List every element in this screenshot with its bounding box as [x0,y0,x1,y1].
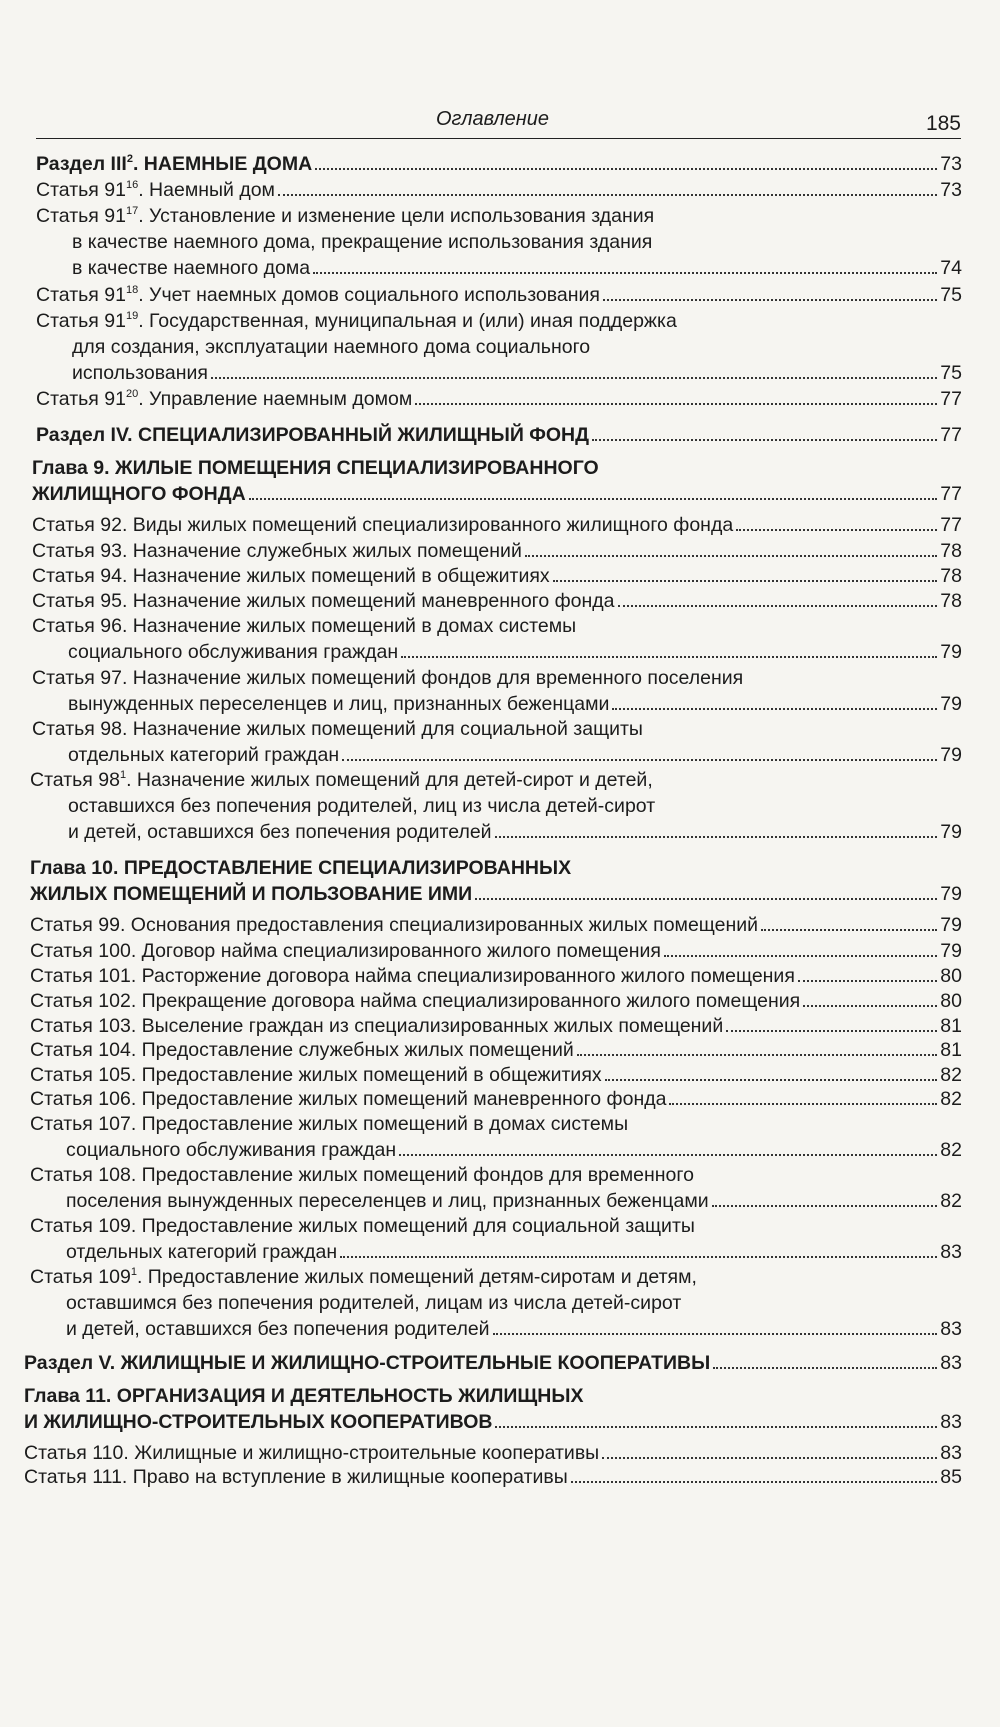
dot-leader [342,759,937,761]
toc-entry-text: Глава 11. ОРГАНИЗАЦИЯ И ДЕЯТЕЛЬНОСТЬ ЖИЛИЩНЫХ [24,1385,584,1407]
toc-page-number[interactable]: 79 [940,821,962,843]
toc-entry [32,614,576,638]
toc-entry-text: Статья 108. Предоставление жилых помещений фондов для временного [30,1164,694,1186]
toc-page-number[interactable]: 83 [940,1352,962,1374]
toc-entry-text: Статья 98. Назначение жилых помещений для социальной защиты [32,718,643,740]
toc-entry-text: и детей, оставшихся без попечения родителей [66,1318,490,1340]
toc-entry-text [36,204,654,228]
dot-leader [340,1256,937,1258]
toc-entry-continuation [66,1291,681,1315]
toc-entry-text: И ЖИЛИЩНО-СТРОИТЕЛЬНЫХ КООПЕРАТИВОВ [24,1411,493,1433]
toc-entry [32,666,743,690]
toc-entry [32,589,962,613]
toc-entry-title: . Наемный дом [138,179,275,201]
toc-page-number[interactable]: 77 [940,514,962,536]
toc-entry-label: Статья 91 [36,388,126,410]
toc-entry [30,1063,962,1087]
toc-entry [30,913,962,937]
toc-page-number[interactable]: 82 [940,1064,962,1086]
toc-entry [32,564,962,588]
dot-leader [669,1103,937,1105]
toc-entry-superscript: 19 [125,310,139,322]
dot-leader [605,1079,938,1081]
toc-entry-text: Статья 102. Прекращение договора найма специализированного жилого помещения [30,990,801,1012]
toc-page-number[interactable]: 83 [940,1241,962,1263]
toc-page-number[interactable]: 75 [940,284,962,306]
toc-entry-text: Статья 95. Назначение жилых помещений маневренного фонда [32,590,615,612]
dot-leader [495,836,938,838]
toc-page-number[interactable]: 73 [940,153,962,175]
toc-entry [30,1087,962,1111]
dot-leader [712,1205,938,1207]
header-rule [36,138,961,139]
toc-entry-continuation [68,820,962,844]
toc-entry-continuation [32,482,962,506]
toc-entry-text: Статья 93. Назначение служебных жилых помещений [32,540,522,562]
toc-entry-text: отдельных категорий граждан [66,1241,338,1263]
toc-entry [30,1014,962,1038]
toc-entry-text: Статья 94. Назначение жилых помещений в общежитиях [32,565,550,587]
toc-entry [30,1214,695,1238]
toc-page-number[interactable]: 85 [940,1466,962,1488]
toc-entry-text: Статья 101. Расторжение договора найма специализированного жилого помещения [30,965,795,987]
toc-entry-text: в качестве наемного дома [72,257,311,279]
dot-leader [553,580,938,582]
dot-leader [525,555,937,557]
toc-entry-text: Статья 96. Назначение жилых помещений в домах системы [32,615,577,637]
page-header [36,108,961,138]
dot-leader [278,194,937,196]
toc-entry [32,456,599,480]
toc-entry-text [36,152,312,176]
toc-entry-text [36,309,677,333]
toc-entry-text: Статья 103. Выселение граждан из специализированных жилых помещений [30,1015,724,1037]
toc-entry [30,1163,694,1187]
toc-entry-text [36,387,412,411]
toc-page-number[interactable]: 74 [940,257,962,279]
toc-entry [32,717,643,741]
toc-page-number[interactable]: 78 [940,540,962,562]
toc-entry [30,1265,697,1289]
dot-leader [618,605,938,607]
dot-leader [798,980,937,982]
toc-entry-superscript: 17 [125,205,139,217]
dot-leader [571,1481,938,1483]
toc-entry [30,939,962,963]
toc-entry-label: Статья 91 [36,179,126,201]
toc-entry-text [36,178,275,202]
toc-entry-text: в качестве наемного дома, прекращение использования здания [72,231,653,253]
toc-entry-superscript: 16 [125,179,139,191]
toc-entry-title: . НАЕМНЫЕ ДОМА [132,153,313,175]
toc-entry-continuation [68,640,962,664]
toc-entry [36,152,962,176]
toc-entry-label: Статья 98 [30,769,120,791]
toc-entry-text: для создания, эксплуатации наемного дома социального [72,336,591,358]
dot-leader [664,955,937,957]
toc-entry-text: Статья 109. Предоставление жилых помещений для социальной защиты [30,1215,695,1237]
dot-leader [401,656,937,658]
toc-entry-text: социального обслуживания граждан [68,641,399,663]
toc-entry-superscript: 20 [125,388,139,400]
running-title: Оглавление [436,108,550,130]
dot-leader [603,299,937,301]
toc-entry-title: . Предоставление жилых помещений детям-сиротам и детям, [136,1266,697,1288]
toc-entry-text: ЖИЛИЩНОГО ФОНДА [32,483,246,505]
toc-page-number[interactable]: 78 [940,565,962,587]
toc-entry-text: оставшихся без попечения родителей, лиц из числа детей-сирот [68,795,656,817]
toc-entry [36,204,654,228]
toc-page-number[interactable]: 82 [940,1088,962,1110]
dot-leader [249,498,938,500]
toc-entry-text: вынужденных переселенцев и лиц, признанных беженцами [68,693,610,715]
toc-entry-text: Статья 110. Жилищные и жилищно-строительные кооперативы [24,1442,600,1464]
toc-page-number[interactable]: 82 [940,1190,962,1212]
toc-entry-text: Глава 9. ЖИЛЫЕ ПОМЕЩЕНИЯ СПЕЦИАЛИЗИРОВАННОГО [32,457,599,479]
toc-entry-text [30,1265,697,1289]
toc-entry-text: Статья 105. Предоставление жилых помещений в общежитиях [30,1064,602,1086]
toc-entry [30,1112,628,1136]
toc-page-number[interactable]: 75 [940,362,962,384]
toc-entry-label: Статья 91 [36,310,126,332]
page-number: 185 [925,112,961,135]
toc-page-number[interactable]: 77 [940,424,962,446]
toc-page-number[interactable]: 81 [940,1039,962,1061]
dot-leader [761,929,937,931]
toc-page-number[interactable]: 79 [940,693,962,715]
toc-page-number[interactable]: 77 [940,388,962,410]
toc-page-number[interactable]: 79 [940,883,962,905]
toc-entry-title: . Назначение жилых помещений для детей-сирот и детей, [126,769,653,791]
toc-page-number[interactable]: 80 [940,965,962,987]
toc-page-number[interactable]: 83 [940,1411,962,1433]
dot-leader [399,1154,937,1156]
toc-page-number[interactable]: 79 [940,744,962,766]
toc-entry-continuation [66,1138,962,1162]
toc-page-number[interactable]: 73 [940,179,962,201]
toc-page-number[interactable]: 79 [940,940,962,962]
toc-entry [24,1465,962,1489]
toc-entry-continuation [72,335,590,359]
toc-entry-text [30,768,653,792]
toc-entry-continuation [68,743,962,767]
toc-entry-text: и детей, оставшихся без попечения родителей [68,821,492,843]
toc-page-number[interactable]: 81 [940,1015,962,1037]
toc-entry-superscript: 18 [125,284,139,296]
toc-entry-text: социального обслуживания граждан [66,1139,397,1161]
toc-entry [30,1038,962,1062]
toc-page-number[interactable]: 78 [940,590,962,612]
toc-entry [36,309,677,333]
toc-entry [30,856,571,880]
dot-leader [211,377,937,379]
toc-entry [32,513,962,537]
toc-entry [30,768,653,792]
toc-entry-text: Статья 104. Предоставление служебных жилых помещений [30,1039,574,1061]
toc-entry-text: Статья 107. Предоставление жилых помещений в домах системы [30,1113,629,1135]
dot-leader [803,1005,937,1007]
toc-entry-continuation [68,692,962,716]
toc-entry [36,178,962,202]
dot-leader [313,272,937,274]
toc-entry-superscript: 2 [126,153,133,165]
toc-entry-label: Статья 91 [36,284,126,306]
dot-leader [726,1030,937,1032]
toc-entry [24,1384,583,1408]
toc-entry-continuation [72,256,962,280]
toc-entry [36,283,962,307]
toc-entry-text: Глава 10. ПРЕДОСТАВЛЕНИЕ СПЕЦИАЛИЗИРОВАННЫХ [30,857,572,879]
toc-entry-continuation [66,1317,962,1341]
toc-page-number[interactable]: 82 [940,1139,962,1161]
toc-entry-continuation [72,361,962,385]
toc-entry [24,1351,962,1375]
toc-entry [32,539,962,563]
toc-entry-text: Статья 99. Основания предоставления специализированных жилых помещений [30,914,759,936]
toc-entry-text: Раздел V. ЖИЛИЩНЫЕ И ЖИЛИЩНО-СТРОИТЕЛЬНЫЕ КООПЕРАТИВЫ [24,1352,711,1374]
toc-entry-title: . Установление и изменение цели использования здания [138,205,655,227]
dot-leader [713,1367,937,1369]
dot-leader [592,439,937,441]
toc-entry-superscript: 1 [130,1266,137,1278]
toc-entry-title: . Государственная, муниципальная и (или) иная поддержка [138,310,677,332]
toc-page-number[interactable]: 79 [940,914,962,936]
toc-entry-label: Статья 109 [30,1266,131,1288]
toc-page-number[interactable]: 77 [940,483,962,505]
toc-entry-continuation [66,1240,962,1264]
toc-entry-continuation [68,794,655,818]
toc-entry-text: Статья 100. Договор найма специализированного жилого помещения [30,940,661,962]
toc-entry-label: Статья 91 [36,205,126,227]
toc-entry-title: . Управление наемным домом [138,388,413,410]
dot-leader [415,403,937,405]
dot-leader [612,708,937,710]
toc-entry [30,989,962,1013]
toc-page-number[interactable]: 83 [940,1318,962,1340]
toc-entry-continuation [72,230,652,254]
dot-leader [315,168,937,170]
toc-page-number[interactable]: 83 [940,1442,962,1464]
toc-entry-superscript: 1 [119,769,127,781]
toc-entry-text: оставшимся без попечения родителей, лицам из числа детей-сирот [66,1292,682,1314]
toc-page-number[interactable]: 79 [940,641,962,663]
toc-entry [36,387,962,411]
toc-entry-text: Раздел IV. СПЕЦИАЛИЗИРОВАННЫЙ ЖИЛИЩНЫЙ ФОНД [36,424,590,446]
toc-entry [30,964,962,988]
toc-entry-text: Статья 111. Право на вступление в жилищные кооперативы [24,1466,568,1488]
toc-entry-label: Раздел III [36,153,127,175]
toc-entry-text: Статья 97. Назначение жилых помещений фондов для временного поселения [32,667,744,689]
dot-leader [493,1333,938,1335]
toc-entry-text: Статья 106. Предоставление жилых помещений маневренного фонда [30,1088,667,1110]
toc-entry-text: использования [72,362,208,384]
toc-page-number[interactable]: 80 [940,990,962,1012]
toc-entry-text [36,283,600,307]
toc-entry-title: . Учет наемных домов социального использования [138,284,600,306]
dot-leader [736,529,937,531]
toc-entry-continuation [30,882,962,906]
toc-entry-continuation [66,1189,962,1213]
toc-entry-text: ЖИЛЫХ ПОМЕЩЕНИЙ И ПОЛЬЗОВАНИЕ ИМИ [30,883,473,905]
toc-entry-continuation [24,1410,962,1434]
toc-entry [24,1441,962,1465]
dot-leader [577,1054,938,1056]
toc-entry-text: отдельных категорий граждан [68,744,340,766]
toc-entry-text: Статья 92. Виды жилых помещений специализированного жилищного фонда [32,514,734,536]
dot-leader [475,898,937,900]
dot-leader [602,1457,937,1459]
toc-entry [36,423,962,447]
toc-entry-text: поселения вынужденных переселенцев и лиц, признанных беженцами [66,1190,709,1212]
dot-leader [495,1426,937,1428]
